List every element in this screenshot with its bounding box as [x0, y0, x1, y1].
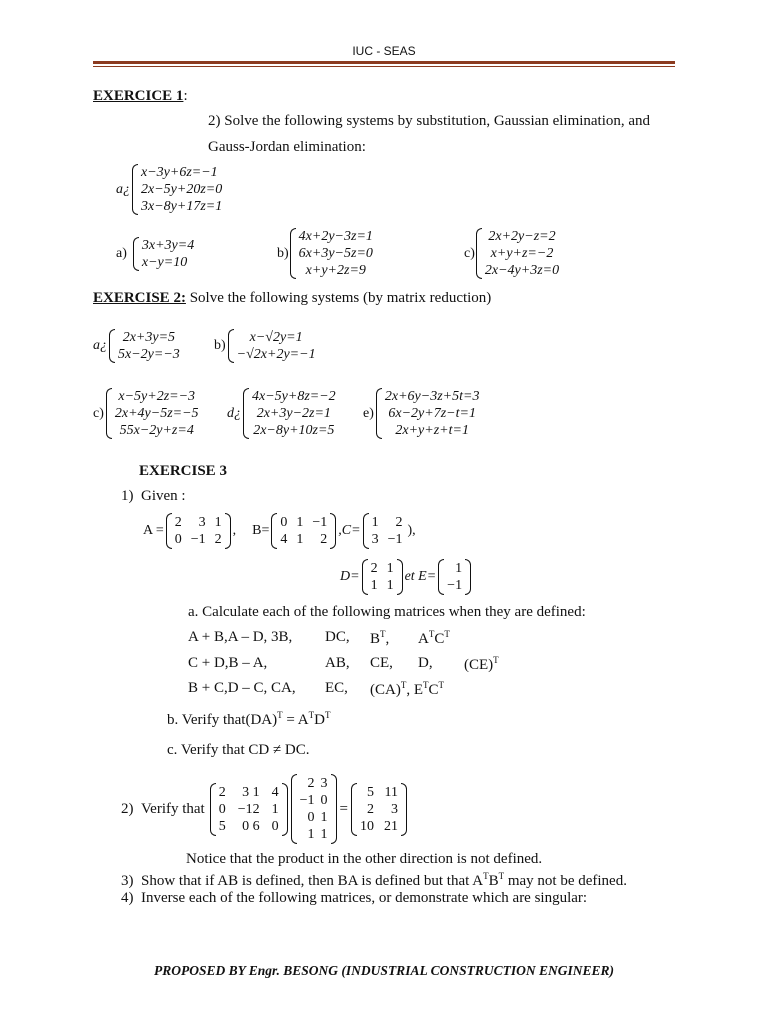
op-text: C — [434, 631, 445, 647]
matrix-entry: 0 — [320, 793, 328, 808]
matrix-entry: 3 1 — [242, 784, 260, 800]
op-sup: T — [423, 680, 429, 690]
matrix-entry: 1 — [386, 578, 394, 593]
matrix-entry: 1 — [214, 515, 222, 530]
equation-line: 2x+6y−3z+5t=3 — [384, 389, 480, 404]
matrix-entry: 2 — [214, 532, 222, 547]
ex2-heading — [93, 290, 491, 307]
equation-line: 2x+3y=5 — [122, 330, 176, 345]
equation-line: x−y=10 — [141, 255, 188, 270]
op-text: CE, — [370, 655, 393, 671]
matrix-entry: −1 — [190, 532, 206, 547]
ex1-a-top-label: a¿ — [116, 181, 130, 197]
op-text: C — [428, 682, 439, 698]
ex1-system-a — [116, 237, 194, 271]
op-text: (CA) — [370, 682, 401, 698]
ex3-verify-product — [121, 774, 407, 844]
matrix-A-comma: , — [232, 523, 237, 538]
ex2-b-equations — [237, 329, 316, 363]
matrix-entry: 2 — [320, 532, 328, 547]
equation-line: 55x−2y+z=4 — [119, 423, 194, 438]
ex2-d-label: d¿ — [227, 405, 241, 421]
op-text: B — [370, 631, 381, 647]
matrix-D — [362, 559, 403, 595]
item3-sup: T — [498, 871, 505, 881]
matrix-M2 — [291, 774, 337, 844]
ex3-item4: 4) Inverse each of the following matrices, or demonstrate which are singular: — [121, 890, 588, 906]
item3-text: may not be defined. — [504, 873, 627, 889]
matrix-A — [166, 513, 231, 549]
ex3-notice: Notice that the product in the other direction is not defined. — [186, 851, 543, 867]
item3-text: B — [488, 873, 499, 889]
matrix-D-label: D= — [340, 569, 360, 584]
ex2-system-e — [363, 388, 479, 439]
matrix-entry: 2 — [370, 561, 378, 576]
matrix-entry: 2 — [307, 776, 315, 791]
matrix-entry: 3 — [371, 532, 379, 547]
equation-line: x−3y+6z=−1 — [141, 165, 218, 180]
matrix-entry: 0 6 — [242, 818, 260, 834]
ex2-b-label: b) — [214, 338, 226, 353]
op-sup: T — [428, 629, 435, 639]
equation-line: 2x+y+z+t=1 — [395, 423, 469, 438]
ex2-a-label: a¿ — [93, 338, 107, 353]
equation-line: 2x+2y−z=2 — [488, 229, 556, 244]
matrix-C-close: ), — [407, 523, 416, 538]
ex2-c-equations — [115, 388, 199, 439]
matrix-entry: −1 — [387, 532, 403, 547]
ex3-c-text: c. Verify that CD ≠ DC. — [167, 742, 310, 758]
matrix-entry: 4 — [271, 784, 279, 800]
equals-sign: = — [339, 800, 349, 817]
ex1-heading — [93, 87, 188, 105]
ex3-ops-row3 — [188, 680, 668, 700]
ex2-system-c — [93, 388, 199, 439]
ex2-system-a — [93, 329, 180, 363]
matrix-entry: 3 — [198, 515, 206, 530]
equation-line: 6x+3y−5z=0 — [298, 246, 373, 261]
matrix-entry: 1 — [386, 561, 394, 576]
op-sup: T — [444, 629, 450, 639]
equation-line: 2x+3y−2z=1 — [256, 406, 331, 421]
ex3-a-text: a. Calculate each of the following matrices when they are defined: — [188, 604, 586, 620]
matrix-M1 — [210, 783, 288, 836]
op-text: AB, — [325, 655, 350, 671]
header-rule-thick — [93, 61, 675, 64]
ex1-b-equations — [299, 228, 373, 279]
op-sup: T — [493, 655, 499, 665]
op-text: B + C,D – C, CA, — [188, 680, 296, 696]
equation-line: x+y+z=−2 — [490, 246, 554, 261]
ex2-title: EXERCISE 2: — [93, 290, 186, 306]
ex1-c-equations — [485, 228, 559, 279]
matrix-entry: 3 — [391, 801, 399, 817]
ex3-given: 1) Given : — [121, 488, 186, 504]
equation-line: x−5y+2z=−3 — [118, 389, 196, 404]
op-text: A + B,A – D, 3B, — [188, 629, 293, 645]
item3-text: 3) Show that if AB is defined, then BA is defined but that A — [121, 873, 484, 889]
ex1-c-label: c) — [464, 245, 475, 261]
ex2-e-label: e) — [363, 405, 374, 421]
ex2-c-label: c) — [93, 405, 104, 421]
ex3-ops-row1 — [188, 629, 668, 649]
ex2-d-equations — [252, 388, 336, 439]
op-text: DC, — [325, 629, 350, 645]
ex1-a-label: a) — [116, 246, 127, 261]
matrix-C — [363, 513, 406, 549]
equation-line: 4x−5y+8z=−2 — [252, 389, 336, 404]
matrix-E — [438, 559, 471, 595]
ex3-ops-row2 — [188, 655, 668, 675]
matrix-entry: 1 — [320, 827, 328, 842]
ex3-title: EXERCISE 3 — [139, 463, 227, 479]
op-text: EC, — [325, 680, 348, 696]
equation-line: 2x−8y+10z=5 — [253, 423, 335, 438]
page-footer: PROPOSED BY Engr. BESONG (INDUSTRIAL CONSTRUCTION ENGINEER) — [154, 963, 614, 978]
equation-line: 3x−8y+17z=1 — [141, 199, 223, 214]
b-text: = A — [282, 712, 309, 728]
ex3-matrices-row1 — [143, 513, 416, 549]
b-text: D — [314, 712, 325, 728]
matrix-entry: 2 — [395, 515, 403, 530]
op-text: D, — [418, 655, 433, 671]
matrix-entry: 0 — [271, 818, 279, 834]
equation-line: 2x−5y+20z=0 — [141, 182, 223, 197]
ex1-a-equations — [142, 237, 194, 271]
matrix-entry: 5 — [367, 784, 375, 800]
b-sup: T — [324, 710, 331, 720]
ex1-colon: : — [183, 88, 188, 104]
op-sup: T — [380, 629, 386, 639]
matrix-entry: 1 — [370, 578, 378, 593]
matrix-entry: −1 — [299, 793, 315, 808]
ex3-matrices-row2 — [340, 559, 471, 595]
matrix-entry: 1 — [271, 801, 279, 817]
page-header: IUC - SEAS — [352, 44, 416, 58]
ex1-a-top-equations — [141, 164, 222, 215]
matrix-entry: 10 — [360, 818, 375, 834]
ex1-system-a-top — [116, 164, 222, 215]
ex2-a-equations — [118, 329, 180, 363]
matrix-entry: 4 — [280, 532, 288, 547]
op-text: (CE) — [464, 657, 494, 673]
equation-line: 4x+2y−3z=1 — [298, 229, 373, 244]
matrix-entry: 2 — [218, 784, 226, 800]
equation-line: x+y+2z=9 — [305, 263, 366, 278]
b-sup: T — [308, 710, 315, 720]
matrix-entry: 21 — [384, 818, 399, 834]
b-sup: T — [277, 710, 283, 720]
ex3-item3 — [121, 871, 627, 890]
ex1-title: EXERCICE 1 — [93, 88, 184, 104]
matrix-entry: 11 — [384, 784, 399, 800]
matrix-entry: 1 — [320, 810, 328, 825]
equation-line: 2x+4y−5z=−5 — [114, 406, 199, 421]
equation-line: 2x−4y+3z=0 — [484, 263, 560, 278]
ex1-intro-line1: 2) Solve the following systems by substitution, Gaussian elimination, and — [208, 113, 651, 129]
ex1-b-label: b) — [277, 245, 289, 261]
op-sup: T — [400, 680, 407, 690]
ex1-intro-line2: Gauss-Jordan elimination: — [208, 139, 366, 155]
matrix-entry: 1 — [455, 561, 463, 576]
op-text: , — [385, 631, 390, 647]
matrix-entry: 0 — [218, 801, 226, 817]
matrix-entry: 0 — [174, 532, 182, 547]
op-text: A — [418, 631, 429, 647]
op-sup: T — [438, 680, 445, 690]
matrix-entry: −1 — [312, 515, 328, 530]
matrix-entry: 2 — [367, 801, 375, 817]
matrix-entry: 5 — [218, 818, 226, 834]
equation-line: 5x−2y=−3 — [118, 347, 180, 362]
equation-line: −√2x+2y=−1 — [236, 347, 316, 362]
ex2-system-b — [214, 329, 316, 363]
ex2-system-d — [227, 388, 336, 439]
matrix-entry: 0 — [307, 810, 315, 825]
matrix-entry: 1 — [371, 515, 379, 530]
ex3-b-text — [167, 710, 330, 729]
matrix-entry: 2 — [174, 515, 182, 530]
equation-line: x−√2y=1 — [249, 330, 303, 345]
matrix-entry: 1 — [296, 532, 304, 547]
matrix-B — [271, 513, 336, 549]
ex2-e-equations — [385, 388, 480, 439]
matrix-entry: 0 — [280, 515, 288, 530]
ex1-system-b — [277, 228, 373, 279]
matrix-entry: 3 — [320, 776, 328, 791]
matrix-entry: 1 — [307, 827, 315, 842]
equation-line: 6x−2y+7z−t=1 — [388, 406, 476, 421]
matrix-entry: −1 — [447, 578, 463, 593]
item3-sup: T — [483, 871, 489, 881]
matrix-C-label: ,C= — [338, 523, 361, 538]
matrix-M3 — [351, 783, 407, 836]
equation-line: 3x+3y=4 — [141, 238, 195, 253]
matrix-B-label: B= — [252, 523, 270, 538]
b-text: b. Verify that(DA) — [167, 712, 278, 728]
ex1-system-c — [464, 228, 559, 279]
op-text: C + D,B – A, — [188, 655, 268, 671]
header-rule-thin — [93, 66, 675, 67]
ex2-text: Solve the following systems (by matrix reduction) — [185, 290, 492, 306]
verify-label: 2) Verify that — [121, 800, 205, 817]
matrix-E-label: et E= — [404, 569, 437, 584]
matrix-A-label: A = — [143, 523, 164, 538]
matrix-entry: 1 — [296, 515, 304, 530]
matrix-entry: −12 — [237, 801, 260, 817]
op-text: , E — [406, 682, 423, 698]
